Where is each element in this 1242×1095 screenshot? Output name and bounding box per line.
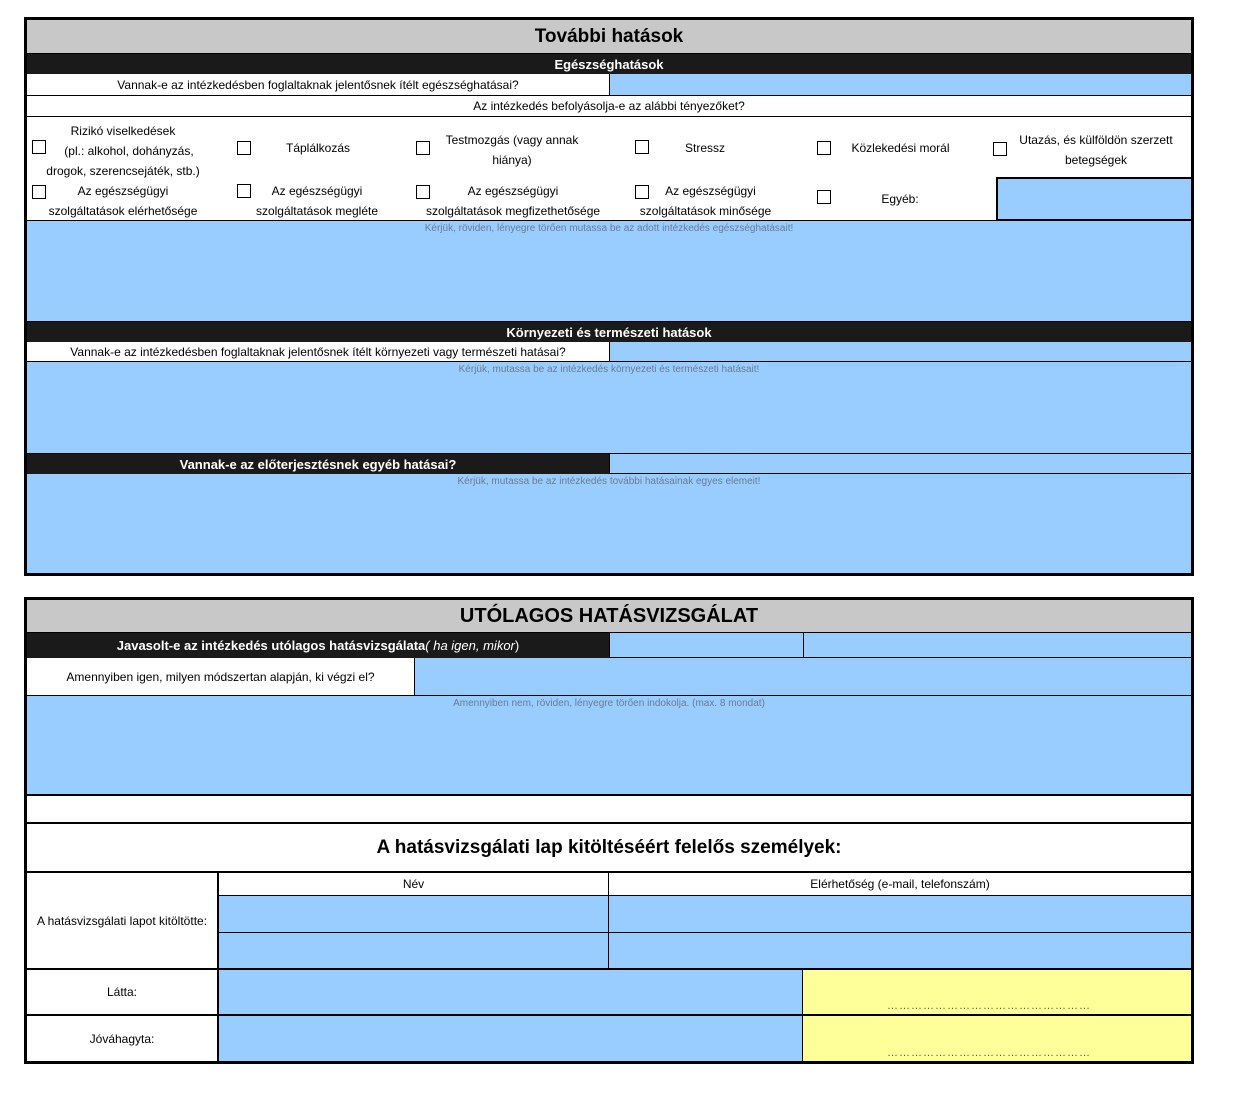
exercise-checkbox[interactable] (416, 141, 430, 155)
exercise-label-line1: Testmozgás (vagy annak (445, 133, 579, 147)
other-label: Egyéb: (881, 192, 919, 206)
seen-label (27, 970, 219, 1016)
travel-checkbox[interactable] (993, 142, 1007, 156)
env-effects-textarea[interactable] (27, 362, 1191, 454)
access-label-line1: Az egészségügyi (77, 184, 169, 198)
filled-by-contact-field-1[interactable] (609, 896, 1191, 933)
justification-hint: Amennyiben nem, röviden, lényegre törően indokolja. (max. 8 mondat) (453, 698, 765, 709)
approved-signature-dots: …………………………………………… (887, 1047, 1091, 1059)
method-question-text: Amennyiben igen, milyen módszertan alapján, ki végzi el? (66, 669, 375, 684)
post-assessment-answer-field[interactable] (609, 633, 803, 658)
risk-label-line3: drogok, szerencsejáték, stb.) (46, 164, 200, 178)
health-effects-hint: Kérjük, röviden, lényegre törően mutassa be az adott intézkedés egészséghatásait! (424, 223, 794, 234)
filled-by-label-text: A hatásvizsgálati lapot kitöltötte: (36, 913, 208, 928)
travel-label-line2: betegségek (1064, 153, 1128, 167)
post-question-end: ) (514, 638, 520, 653)
env-header (27, 322, 1191, 342)
seen-name-field[interactable] (219, 970, 803, 1016)
post-assessment-title-text: UTÓLAGOS HATÁSVIZSGÁLAT (459, 604, 759, 627)
risk-label-line1: Rizikó viselkedések (70, 124, 176, 138)
approved-label-text: Jóváhagyta: (89, 1031, 155, 1046)
risk-label-line2: (pl.: alkohol, dohányzás, (64, 144, 194, 158)
health-header (27, 54, 1191, 74)
post-question-italic: ( ha igen, mikor (425, 638, 515, 653)
post-assessment-question (27, 633, 609, 658)
approved-signature-field[interactable] (803, 1016, 1191, 1061)
health-header-text: Egészséghatások (554, 56, 664, 72)
env-question (27, 342, 609, 362)
method-question (27, 658, 415, 696)
health-effects-textarea[interactable] (27, 220, 1191, 322)
traffic-label: Közlekedési morál (851, 141, 950, 155)
travel-label-line1: Utazás, és külföldön szerzett (1019, 133, 1173, 147)
filled-by-label (27, 873, 219, 970)
other-factor-field[interactable] (996, 177, 1191, 220)
filled-by-name-field-2[interactable] (219, 933, 609, 970)
other-effects-question-text: Vannak-e az előterjesztésnek egyéb hatásai? (179, 456, 457, 472)
exercise-label (432, 130, 592, 170)
spacer-row (27, 796, 1191, 824)
factors-question (27, 96, 1191, 117)
affordability-label-line1: Az egészségügyi (467, 184, 559, 198)
seen-signature-field[interactable] (803, 970, 1191, 1016)
affordability-label-line2: szolgáltatások megfizethetősége (425, 204, 601, 218)
access-label-line2: szolgáltatások elérhetősége (48, 204, 198, 218)
other-effects-answer-field[interactable] (609, 454, 1191, 474)
existence-label-line2: szolgáltatások megléte (255, 204, 379, 218)
env-answer-field[interactable] (609, 342, 1191, 362)
col-name-header (219, 873, 609, 896)
quality-label-line2: szolgáltatások minősége (639, 204, 772, 218)
exercise-label-line2: hiánya) (492, 153, 532, 167)
stress-label: Stressz (684, 141, 725, 155)
other-effects-hint: Kérjük, mutassa be az intézkedés további hatásainak egyes elemeit! (457, 476, 761, 487)
health-question-text: Vannak-e az intézkedésben foglaltaknak jelentősnek ítélt egészséghatásai? (117, 77, 519, 92)
other-checkbox[interactable] (817, 190, 831, 204)
factors-question-text: Az intézkedés befolyásolja-e az alábbi tényezőket? (473, 99, 745, 113)
traffic-checkbox[interactable] (817, 141, 831, 155)
seen-label-text: Látta: (106, 985, 138, 999)
nutrition-checkbox[interactable] (237, 141, 251, 155)
method-answer-field[interactable] (415, 658, 1191, 696)
col-name-header-text: Név (402, 877, 425, 891)
justification-textarea[interactable] (27, 696, 1191, 796)
filled-by-contact-field-2[interactable] (609, 933, 1191, 970)
col-contact-header-text: Elérhetőség (e-mail, telefonszám) (810, 877, 990, 891)
nutrition-label: Táplálkozás (285, 141, 351, 155)
section-title (27, 20, 1191, 54)
affordability-label (418, 181, 608, 221)
responsible-persons-title-text: A hatásvizsgálati lap kitöltéséért felelős személyek: (376, 836, 842, 858)
access-label (38, 181, 208, 221)
approved-name-field[interactable] (219, 1016, 803, 1061)
travel-label (1008, 130, 1184, 170)
env-effects-hint: Kérjük, mutassa be az intézkedés környezeti és természeti hatásait! (458, 364, 760, 375)
existence-label-line1: Az egészségügyi (271, 184, 363, 198)
health-answer-field[interactable] (609, 74, 1191, 96)
other-effects-question (27, 454, 609, 474)
post-assessment-when-field[interactable] (803, 633, 1191, 658)
col-contact-header (609, 873, 1191, 896)
filled-by-name-field-1[interactable] (219, 896, 609, 933)
health-question (27, 74, 609, 96)
approved-label (27, 1016, 219, 1061)
responsible-persons-title (27, 824, 1191, 873)
risk-behaviour-label (40, 121, 206, 181)
section-title-text: További hatások (534, 25, 684, 47)
post-assessment-title (27, 600, 1191, 633)
env-header-text: Környezeti és természeti hatások (506, 324, 712, 340)
other-effects-textarea[interactable] (27, 474, 1191, 573)
stress-checkbox[interactable] (635, 140, 649, 154)
env-question-text: Vannak-e az intézkedésben foglaltaknak jelentősnek ítélt környezeti vagy természeti hatásai? (70, 344, 566, 359)
post-question-bold: Javasolt-e az intézkedés utólagos hatásvizsgálata (116, 638, 426, 653)
existence-label (244, 181, 390, 221)
seen-signature-dots: …………………………………………… (887, 1000, 1091, 1012)
quality-label-line1: Az egészségügyi (665, 184, 756, 198)
quality-label (628, 181, 783, 221)
